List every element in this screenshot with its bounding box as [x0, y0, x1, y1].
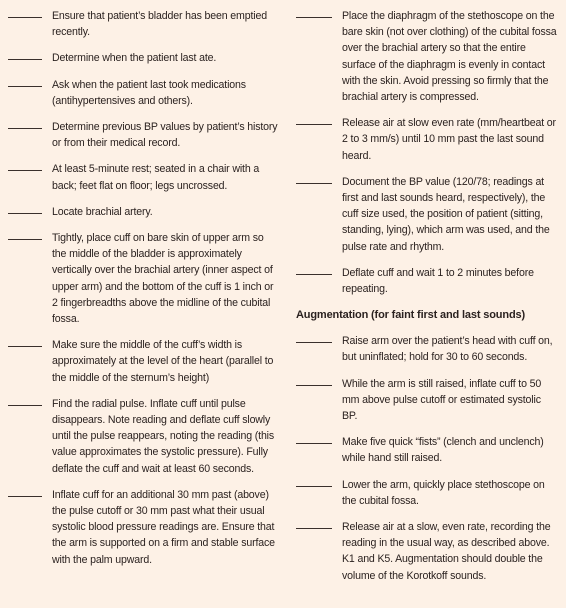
checklist-item-text: At least 5-minute rest; seated in a chair with a back; feet flat on floor; legs uncrossed.: [52, 163, 260, 192]
check-blank[interactable]: [296, 174, 332, 184]
checklist-item: [296, 519, 558, 584]
checklist-item-text: Ask when the patient last took medications (antihypertensives and others).: [52, 78, 246, 107]
checklist-item: [296, 434, 558, 466]
checklist-item: [296, 477, 558, 509]
checklist-item-text: Release air at slow even rate (mm/heartbeat or 2 to 3 mm/s) until 10 mm past the last sound heard.: [342, 117, 556, 162]
checklist-item-text: Ensure that patient’s bladder has been emptied recently.: [52, 10, 267, 39]
checklist-item: [8, 77, 278, 109]
check-blank[interactable]: [296, 519, 332, 529]
checklist-item: [8, 230, 278, 327]
checklist-item: [296, 8, 558, 105]
check-blank[interactable]: [8, 204, 42, 214]
checklist-item-text: While the arm is still raised, inflate cuff to 50 mm above pulse cutoff or estimated systolic BP.: [342, 377, 542, 423]
checklist-item-text: Tightly, place cuff on bare skin of upper arm so the middle of the bladder is approximately vertically over the brachial artery (inner aspect of upper arm) and the bottom of the cuff is 1 inch or 2 fingerbreadths above the midline of the cubital fossa.: [52, 232, 274, 326]
checklist-item: [8, 50, 278, 66]
check-blank[interactable]: [296, 333, 332, 343]
check-blank[interactable]: [296, 115, 332, 125]
check-blank[interactable]: [8, 8, 42, 18]
check-blank[interactable]: [8, 337, 42, 347]
check-blank[interactable]: [296, 434, 332, 444]
checklist-item: [296, 115, 558, 164]
checklist-item-text: Lower the arm, quickly place stethoscope on the cubital fossa.: [342, 478, 545, 507]
check-blank[interactable]: [8, 50, 42, 60]
check-blank[interactable]: [8, 77, 42, 87]
checklist-item: [8, 396, 278, 477]
check-blank[interactable]: [296, 8, 332, 18]
check-blank[interactable]: [8, 119, 42, 129]
checklist-item: [8, 487, 278, 568]
checklist-item-text: Make five quick “fists” (clench and unclench) while hand still raised.: [342, 436, 544, 465]
checklist-item: [8, 204, 278, 220]
augmentation-heading: Augmentation (for faint first and last sounds): [296, 309, 525, 322]
check-blank[interactable]: [296, 265, 332, 275]
check-blank[interactable]: [8, 230, 42, 240]
checklist-item: [296, 376, 558, 425]
left-column: [8, 8, 278, 578]
check-blank[interactable]: [8, 487, 42, 497]
checklist-item-text: Make sure the middle of the cuff’s width is approximately at the level of the heart (parallel to the middle of the sternum’s height): [52, 339, 274, 384]
checklist-item-text: Release air at a slow, even rate, recording the reading in the usual way, as described above. K1 and K5. Augmentation should double the volume of the Korotkoff sounds.: [342, 521, 551, 582]
checklist-item: [8, 8, 278, 40]
checklist-item: [8, 337, 278, 386]
checklist-item: [8, 161, 278, 193]
check-blank[interactable]: [8, 396, 42, 406]
checklist-item: [296, 333, 558, 365]
checklist-item-text: Find the radial pulse. Inflate cuff until pulse disappears. Note reading and deflate cuff slowly until the pulse reappears, noting the reading (this value approximates the systolic pressure). Fully deflate the cuff and wait at least 60 seconds.: [52, 397, 275, 475]
checklist-item-text: Raise arm over the patient’s head with cuff on, but uninflated; hold for 30 to 60 seconds.: [342, 335, 553, 364]
checklist-item-text: Determine previous BP values by patient’s history or from their medical record.: [52, 121, 278, 150]
checklist-item: [296, 265, 558, 297]
checklist-item-text: Document the BP value (120/78; readings at first and last sounds heard, respectively), the cuff size used, the position of patient (sitting, standing, lying), which arm was used, and the pulse rate and rhythm.: [342, 175, 550, 253]
right-column: [296, 8, 558, 594]
check-blank[interactable]: [296, 376, 332, 386]
checklist-item-text: Inflate cuff for an additional 30 mm past (above) the pulse cutoff or 30 mm past what their usual systolic blood pressure readings are. Ensure that the arm is supported on a firm and stable surface with the palm upward.: [52, 488, 275, 566]
check-blank[interactable]: [8, 161, 42, 171]
checklist-item-text: Deflate cuff and wait 1 to 2 minutes before repeating.: [342, 266, 534, 296]
checklist-item: [296, 174, 558, 255]
check-blank[interactable]: [296, 477, 332, 487]
checklist-item-text: Determine when the patient last ate.: [52, 52, 217, 65]
checklist-item: [8, 119, 278, 151]
checklist-item-text: Locate brachial artery.: [52, 205, 153, 218]
checklist-item-text: Place the diaphragm of the stethoscope on the bare skin (not over clothing) of the cubital fossa over the brachial artery so that the entire surface of the diaphragm is evenly in contact with the skin. Avoid pressing so firmly that the brachial artery is compressed.: [342, 10, 557, 104]
